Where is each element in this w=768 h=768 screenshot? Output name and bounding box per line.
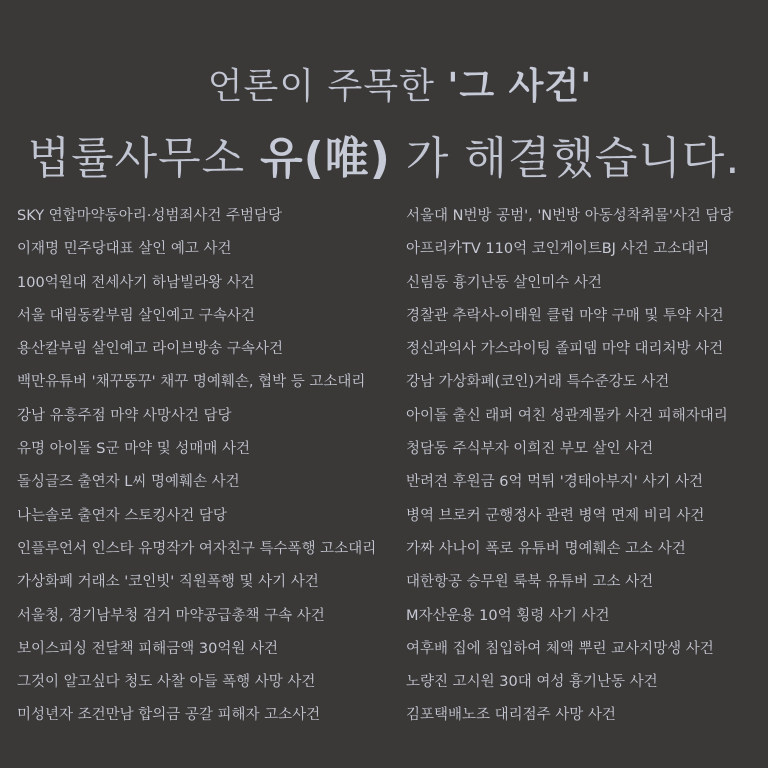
- case-item: 서울청, 경기남부청 검거 마약공급총책 구속 사건: [17, 607, 325, 624]
- case-item: 반려견 후원금 6억 먹튀 '경태아부지' 사기 사건: [406, 474, 703, 491]
- case-item: 경찰관 추락사-이태원 클럽 마약 구매 및 투약 사건: [406, 307, 724, 324]
- case-item: 가상화폐 거래소 '코인빗' 직원폭행 및 사기 사건: [17, 574, 319, 591]
- case-item: 인플루언서 인스타 유명작가 여자친구 특수폭행 고소대리: [17, 540, 377, 557]
- case-item: 나는솔로 출연자 스토킹사건 담당: [17, 507, 227, 524]
- case-item: 이재명 민주당대표 살인 예고 사건: [17, 241, 232, 258]
- case-list-left: [17, 200, 397, 733]
- case-item: 대한항공 승무원 룩북 유튜버 고소 사건: [406, 574, 654, 591]
- case-item: 100억원대 전세사기 하남빌라왕 사건: [17, 274, 255, 291]
- headline-line-1-prefix: 언론이 주목한: [207, 66, 448, 107]
- case-item: 강남 유흥주점 마약 사망사건 담당: [17, 407, 232, 424]
- case-item: 여후배 집에 침입하여 체액 뿌린 교사지망생 사건: [406, 640, 714, 657]
- case-item: 미성년자 조건만남 합의금 공갈 피해자 고소사건: [17, 707, 321, 724]
- case-item: 서울대 N번방 공범', 'N번방 아동성착취물'사건 담당: [406, 208, 734, 224]
- case-item: 유명 아이돌 S군 마약 및 성매매 사건: [17, 441, 250, 458]
- headline-line-2-suffix: 가 해결했습니다.: [390, 133, 741, 184]
- case-item: 김포택배노조 대리점주 사망 사건: [406, 707, 616, 724]
- case-item: 신림동 흉기난동 살인미수 사건: [406, 274, 602, 291]
- case-item: 서울 대림동칼부림 살인예고 구속사건: [17, 307, 255, 324]
- case-item: 아프리카TV 110억 코인게이트BJ 사건 고소대리: [406, 241, 710, 258]
- case-item: 백만유튜버 '채꾸뚱꾸' 채꾸 명예훼손, 협박 등 고소대리: [17, 374, 366, 391]
- case-item: 강남 가상화폐(코인)거래 특수준강도 사건: [406, 374, 670, 391]
- case-list-right: [406, 200, 766, 733]
- case-item: 청담동 주식부자 이희진 부모 살인 사건: [406, 441, 654, 458]
- case-item: SKY 연합마약동아리·성범죄사건 주범담당: [17, 208, 282, 224]
- headline-line-1: [0, 58, 768, 109]
- case-item: 가짜 사나이 폭로 유튜버 명예훼손 고소 사건: [406, 540, 686, 557]
- case-item: 정신과의사 가스라이팅 졸피뎀 마약 대리처방 사건: [406, 341, 724, 358]
- case-item: 돌싱글즈 출연자 L씨 명예훼손 사건: [17, 474, 240, 491]
- case-item: 그것이 알고싶다 청도 사찰 아들 폭행 사망 사건: [17, 674, 316, 691]
- case-item: 병역 브로커 군행정사 관련 병역 면제 비리 사건: [406, 507, 705, 524]
- case-item: 노량진 고시원 30대 여성 흉기난동 사건: [406, 674, 658, 691]
- firm-name: 유(唯): [260, 133, 391, 184]
- headline-line-2-prefix: 법률사무소: [27, 133, 261, 184]
- case-item: 보이스피싱 전달책 피해금액 30억원 사건: [17, 640, 278, 657]
- headline-line-1-emphasis: '그 사건': [447, 66, 593, 107]
- case-item: 용산칼부림 살인예고 라이브방송 구속사건: [17, 341, 283, 358]
- case-item: 아이돌 출신 래퍼 여친 성관계몰카 사건 피해자대리: [406, 407, 728, 424]
- headline-line-2: [0, 122, 768, 186]
- case-item: M자산운용 10억 횡령 사기 사건: [406, 607, 610, 624]
